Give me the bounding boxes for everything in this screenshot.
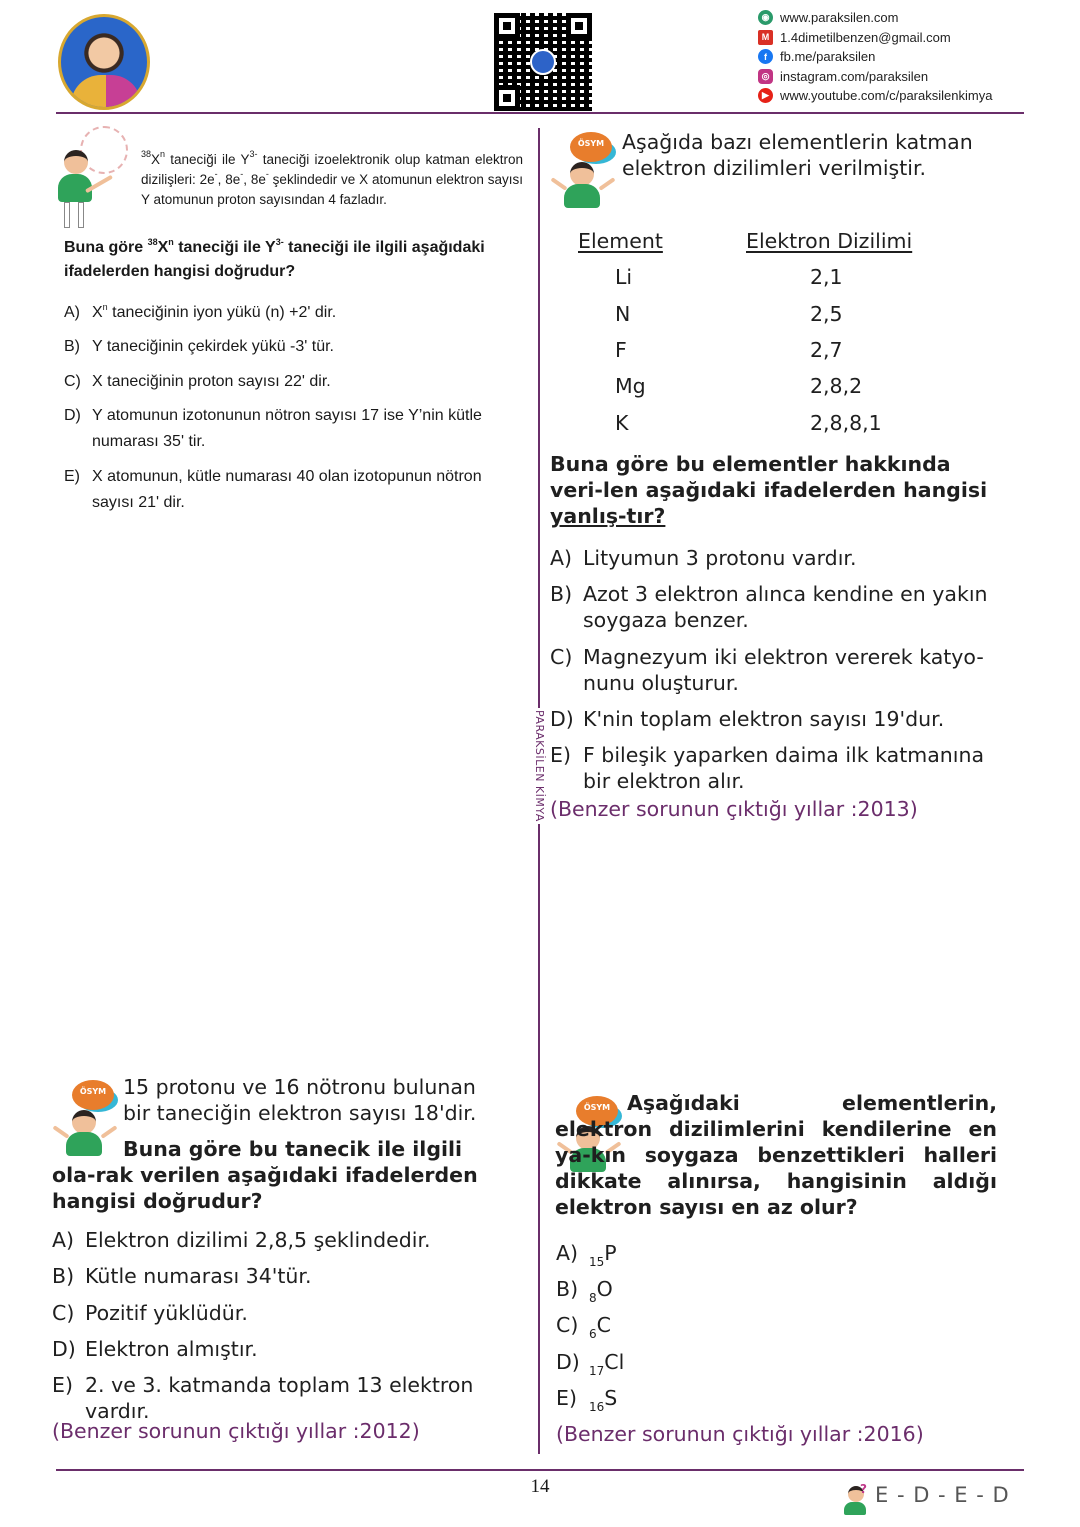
author-avatar <box>58 14 150 110</box>
q4-option-d[interactable]: D) $_{17}$Cl <box>556 1350 625 1378</box>
q1-option-c[interactable]: C) X taneciğinin proton sayısı 22' dir. <box>64 373 331 390</box>
q3-stem: Buna göre bu tanecik ile ilgili ola-rak verilen aşağıdaki ifadelerden hangisi doğrudur? <box>52 1137 478 1213</box>
page-number: 14 <box>530 1476 550 1497</box>
youtube-icon: ▶ <box>758 88 773 103</box>
q1-option-b[interactable]: B) Y taneciğinin çekirdek yükü -3' tür. <box>64 338 334 355</box>
contact-email[interactable]: M 1.4dimetilbenzen@gmail.com <box>758 28 1058 48</box>
q4-option-b[interactable]: B) $_8$O <box>556 1277 613 1305</box>
table-cell-config: 2,5 <box>810 302 843 326</box>
q4-option-a[interactable]: A) $_{15}$P <box>556 1241 617 1269</box>
footer-divider <box>56 1469 1024 1471</box>
table-header-element: Element <box>578 229 663 253</box>
osym-figure <box>550 132 622 212</box>
web-icon: ◉ <box>758 10 773 25</box>
gmail-icon: M <box>758 30 773 45</box>
q3-option-c[interactable]: C) Pozitif yüklüdür. <box>52 1301 248 1325</box>
osym-badge: ÖSYM <box>577 139 605 148</box>
table-cell-config: 2,8,2 <box>810 374 863 398</box>
q4-stem: Aşağıdaki elementlerin, elektron dizilimlerini kendilerine en ya-kın soygaza benzettikleri halleri dikkate alınırsa, hangisinin aldığı elektron sayısı en az olur? <box>555 1091 997 1219</box>
osym-badge: ÖSYM <box>79 1087 107 1096</box>
answer-key-mascot-icon: ? <box>840 1482 870 1516</box>
table-cell-config: 2,8,8,1 <box>810 411 882 435</box>
q1-option-a[interactable]: A) $X^n$ taneciğinin iyon yükü (n) +2' dir. <box>64 302 337 321</box>
q4-years: (Benzer sorunun çıktığı yıllar :2016) <box>556 1422 924 1446</box>
q1-intro: $^{38}X^n$ taneciği ile $Y^{3-}$ taneciği izoelektronik olup katman elektron dizilişleri: 2e-, 8e-, 8e- şeklindedir ve X atomunun elektron sayısı Y atomunun proton sayısından 4 fazladır. <box>141 149 523 207</box>
contact-facebook[interactable]: f fb.me/paraksilen <box>758 47 1058 67</box>
q1-option-d[interactable]: D) Y atomunun izotonunun nötron sayısı 17 ise Y’nin kütle numarası 35' tir. <box>64 407 482 450</box>
q2-option-c[interactable]: C) Magnezyum iki elektron vererek katyo-nunu oluşturur. <box>550 645 984 695</box>
q2-option-b[interactable]: B) Azot 3 elektron alınca kendine en yakın soygaza benzer. <box>550 582 988 632</box>
table-cell-element: F <box>615 338 627 362</box>
q4-option-c[interactable]: C) $_6$C <box>556 1313 611 1341</box>
table-cell-config: 2,7 <box>810 338 843 362</box>
q2-intro: Aşağıda bazı elementlerin katman elektron dizilimleri verilmiştir. <box>622 130 973 180</box>
table-cell-element: N <box>615 302 631 326</box>
table-cell-element: Mg <box>615 374 646 398</box>
table-cell-element: K <box>615 411 629 435</box>
q2-option-a[interactable]: A) Lityumun 3 protonu vardır. <box>550 546 857 570</box>
q3-option-d[interactable]: D) Elektron almıştır. <box>52 1337 258 1361</box>
instagram-icon: ◎ <box>758 69 773 84</box>
osym-badge: ÖSYM <box>583 1103 611 1112</box>
q3-option-a[interactable]: A) Elektron dizilimi 2,8,5 şeklindedir. <box>52 1228 431 1252</box>
side-label: PARAKSİLEN KİMYA <box>533 710 546 822</box>
q2-option-e[interactable]: E) F bileşik yaparken daima ilk katmanına bir elektron alır. <box>550 743 985 793</box>
q2-stem: Buna göre bu elementler hakkında veri-len aşağıdaki ifadelerden hangisi yanlış-tır? <box>550 452 988 528</box>
q3-option-b[interactable]: B) Kütle numarası 34'tür. <box>52 1264 312 1288</box>
contact-instagram[interactable]: ◎ instagram.com/paraksilen <box>758 67 1058 87</box>
q2-option-d[interactable]: D) K'nin toplam elektron sayısı 19'dur. <box>550 707 945 731</box>
q4-option-e[interactable]: E) $_{16}$S <box>556 1386 618 1414</box>
table-cell-element: Li <box>615 265 633 289</box>
teacher-figure <box>54 126 134 230</box>
q1-stem: Buna göre $^{38}X^n$ taneciği ile $Y^{3-}$ taneciği ile ilgili aşağıdaki ifadelerden hangisi doğrudur? <box>64 237 485 280</box>
contact-website[interactable]: ◉ www.paraksilen.com <box>758 8 1058 28</box>
answer-key: E - D - E - D <box>875 1483 1010 1507</box>
q3-years: (Benzer sorunun çıktığı yıllar :2012) <box>52 1419 420 1443</box>
contact-list <box>758 8 1058 106</box>
table-header-config: Elektron Dizilimi <box>746 229 913 253</box>
q1-option-e[interactable]: E) X atomunun, kütle numarası 40 olan izotopunun nötron sayısı 21' dir. <box>64 468 482 511</box>
qr-code[interactable] <box>494 13 592 111</box>
contact-youtube[interactable]: ▶ www.youtube.com/c/paraksilenkimya <box>758 86 1058 106</box>
facebook-icon: f <box>758 49 773 64</box>
q2-years: (Benzer sorunun çıktığı yıllar :2013) <box>550 797 918 821</box>
q3-intro: 15 protonu ve 16 nötronu bulunan bir taneciğin elektron sayısı 18'dir. <box>123 1075 477 1125</box>
header-divider <box>56 112 1024 114</box>
q3-option-e[interactable]: E) 2. ve 3. katmanda toplam 13 elektron vardır. <box>52 1373 474 1423</box>
table-cell-config: 2,1 <box>810 265 843 289</box>
